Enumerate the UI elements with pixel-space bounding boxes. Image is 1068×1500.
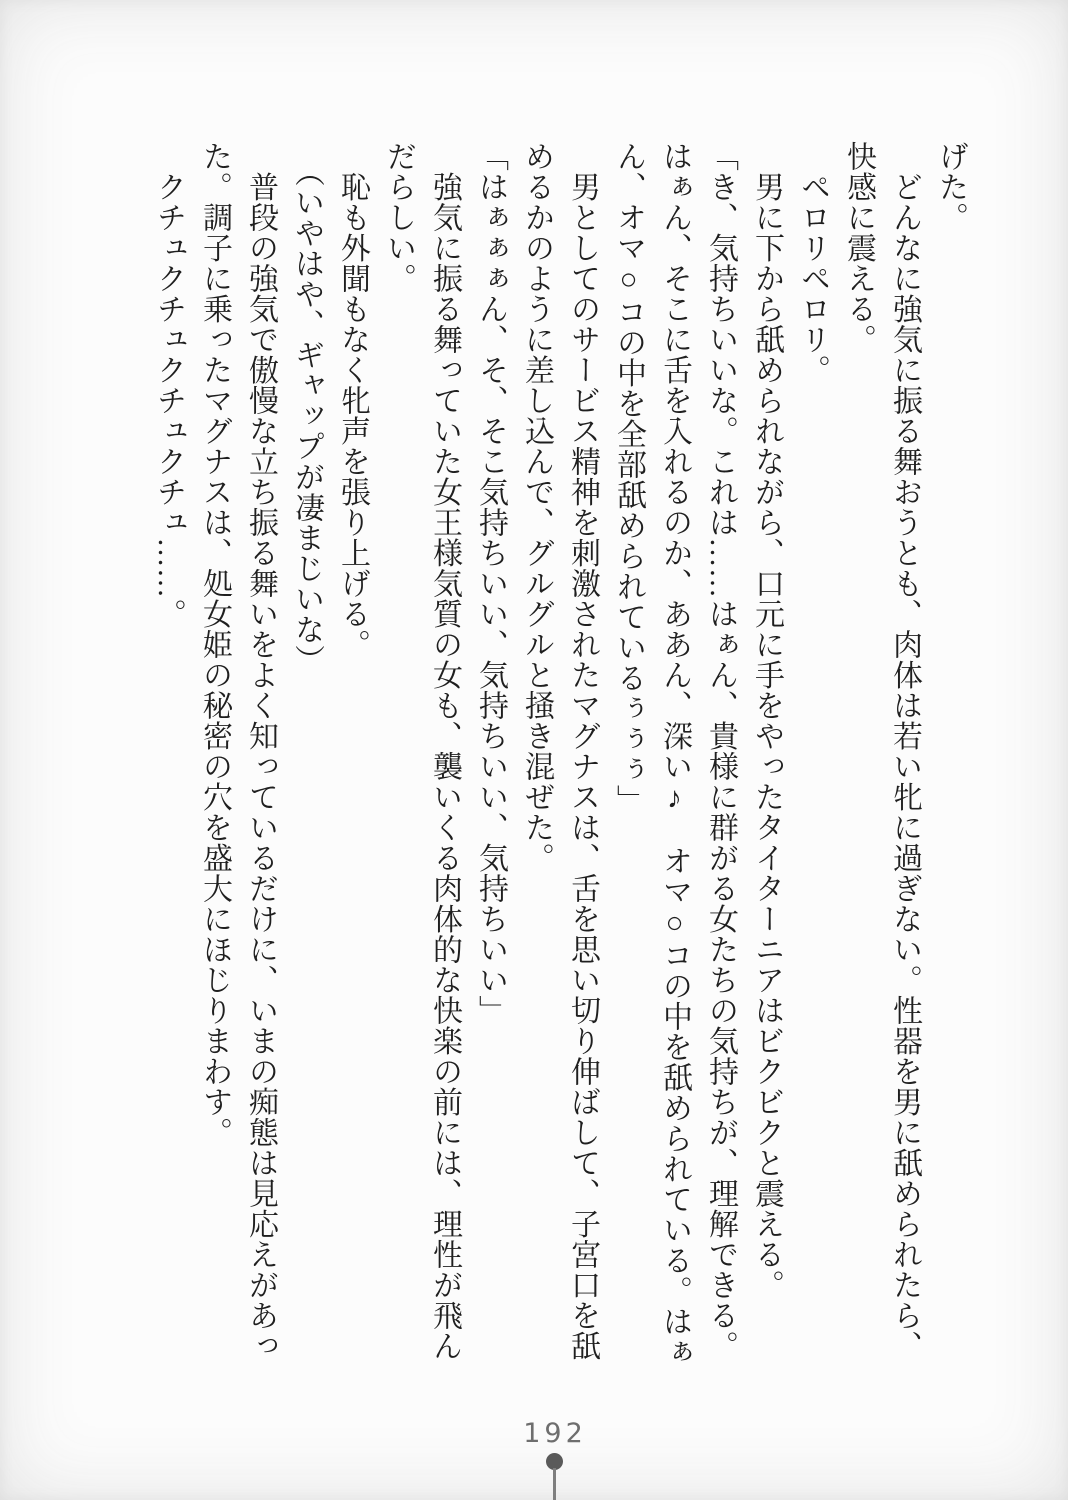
text-column: 「はぁぁぁん、そ、そこ気持ちいい、気持ちいい、気持ちいい」 [474, 141, 507, 1026]
text-column: どんなに強気に振る舞おうとも、肉体は若い牝に過ぎない。性器を男に舐められたら、 [888, 141, 921, 1361]
text-column: はぁん、そこに舌を入れるのか、ああん、深い♪ オマ○コの中を舐められている。はぁ [658, 141, 691, 1367]
text-column: ペロリペロリ。 [796, 141, 829, 385]
text-column: （いやはや、ギャップが凄まじいな） [290, 141, 323, 675]
text-column: 普段の強気で傲慢な立ち振る舞いをよく知っているだけに、いまの痴態は見応えがあっ [244, 141, 277, 1361]
text-column: た。調子に乗ったマグナスは、処女姫の秘密の穴を盛大にほじりまわす。 [198, 141, 231, 1148]
page-number: 192 [523, 1418, 587, 1449]
text-column: ん、オマ○コの中を全部舐められているぅぅぅ」 [612, 141, 645, 815]
text-column: げた。 [934, 141, 967, 233]
text-column: 男としてのサービス精神を刺激されたマグナスは、舌を思い切り伸ばして、子宮口を舐 [566, 141, 599, 1361]
text-column: だらしい。 [382, 141, 415, 294]
body-text [145, 141, 973, 1367]
text-column: 強気に振る舞っていた女王様気質の女も、襲いくる肉体的な快楽の前には、理性が飛ん [428, 141, 461, 1361]
text-column: 「き、気持ちいいな。これは……はぁん、貴様に群がる女たちの気持ちが、理解できる。 [704, 141, 737, 1361]
text-column: 男に下から舐められながら、口元に手をやったタイターニアはビクビクと震える。 [750, 141, 783, 1300]
text-column: クチュクチュクチュクチュ……。 [152, 141, 185, 629]
text-column: 恥も外聞もなく牝声を張り上げる。 [336, 141, 369, 660]
text-column: めるかのように差し込んで、グルグルと掻き混ぜた。 [520, 141, 553, 873]
page-marker-line [553, 1468, 556, 1500]
text-column: 快感に震える。 [842, 141, 875, 355]
